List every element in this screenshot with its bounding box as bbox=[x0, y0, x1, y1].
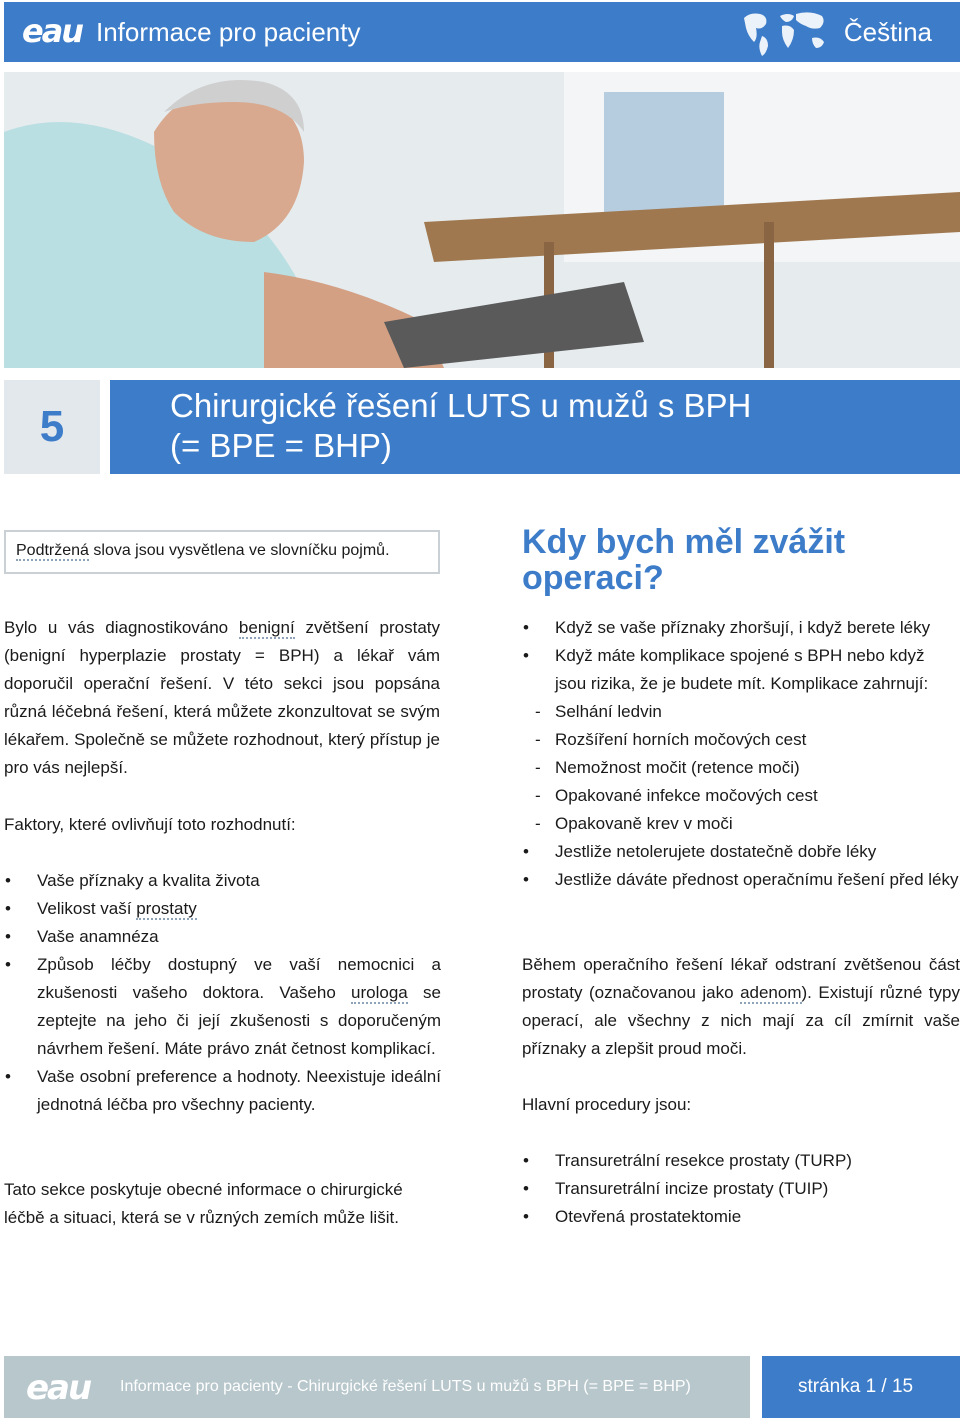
header-bar bbox=[4, 2, 960, 62]
list-item bbox=[37, 951, 441, 1063]
sub-list-item: - Rozšíření horních močových cest bbox=[521, 726, 960, 754]
glossary-term-adenom[interactable]: adenom bbox=[740, 983, 802, 1002]
list-item: • Transuretrální incize prostaty (TUIP) bbox=[555, 1175, 960, 1203]
sub-list-item: - Opakovaně krev v moči bbox=[521, 810, 960, 838]
section-title-line2: (= BPE = BHP) bbox=[170, 427, 392, 464]
right-heading: Kdy bych měl zvážit operaci? bbox=[522, 523, 846, 597]
list-item: • Transuretrální resekce prostaty (TURP) bbox=[555, 1147, 960, 1175]
reasons-list bbox=[555, 614, 960, 698]
page-number: stránka 1 / 15 bbox=[798, 1376, 914, 1397]
procedures-list bbox=[555, 1147, 960, 1231]
surgery-text-rest: ). Existují různé typy operací, ale všechny z nich mají za cíl zmírnit vaše příznaky a zlepšit proud moči. bbox=[522, 983, 960, 1058]
glossary-term-benigni[interactable]: benigní bbox=[238, 618, 295, 637]
eau-footer-logo[interactable]: eau bbox=[26, 1368, 91, 1408]
factors-list bbox=[37, 867, 441, 1119]
intro-text-rest: zvětšení prostaty (benigní hyperplazie prostaty = BPH) a lékař vám doporučil operační řešení. V této sekci jsou popsána různá léčebná řešení, která můžete zkonzultovat se svým lékařem. Společně se můžete rozhodnout, který přístup je pro vás nejlepší. bbox=[4, 618, 440, 777]
reasons-list-more bbox=[555, 838, 960, 894]
list-item bbox=[37, 895, 441, 923]
sub-list-item: - Nemožnost močit (retence moči) bbox=[521, 754, 960, 782]
list-item-text: Způsob léčby dostupný ve vaší nemocnici a zkušenosti vašeho doktora. Vašeho bbox=[37, 955, 441, 1002]
eau-logo[interactable]: eau bbox=[22, 12, 83, 50]
photo-man-with-tablet bbox=[4, 72, 960, 368]
list-item: • Vaše osobní preference a hodnoty. Neexistuje ideální jednotná léčba pro všechny pacienty. bbox=[37, 1063, 441, 1119]
list-item: • Vaše anamnéza bbox=[37, 923, 441, 951]
surgery-paragraph bbox=[522, 951, 960, 1063]
language-label[interactable]: Čeština bbox=[843, 17, 932, 47]
list-item: • Když máte komplikace spojené s BPH nebo když jsou rizika, že je budete mít. Komplikace zahrnují: bbox=[555, 642, 960, 698]
section-title-line1: Chirurgické řešení LUTS u mužů s BPH bbox=[170, 387, 752, 424]
note-text: slova jsou vysvětlena ve slovníčku pojmů. bbox=[88, 542, 390, 559]
list-item: • Když se vaše příznaky zhoršují, i když berete léky bbox=[555, 614, 960, 642]
glossary-note bbox=[4, 530, 440, 574]
glossary-term-link[interactable]: Podtržená bbox=[16, 542, 89, 559]
footer-text: Informace pro pacienty - Chirurgické řešení LUTS u mužů s BPH (= BPE = BHP) bbox=[120, 1378, 691, 1395]
intro-text: Bylo u vás diagnostikováno bbox=[4, 618, 239, 637]
footer-bar bbox=[4, 1356, 750, 1418]
factors-heading: Faktory, které ovlivňují toto rozhodnutí: bbox=[4, 815, 296, 834]
procedures-heading: Hlavní procedury jsou: bbox=[522, 1095, 692, 1114]
list-item-text: Velikost vaší bbox=[37, 899, 137, 918]
glossary-term-urologa[interactable]: urologa bbox=[351, 983, 408, 1002]
list-item: • Jestliže netolerujete dostatečně dobře léky bbox=[555, 838, 960, 866]
sub-list-item: - Selhání ledvin bbox=[521, 698, 960, 726]
list-item: • Jestliže dáváte přednost operačnímu řešení před léky bbox=[555, 866, 960, 894]
closing-paragraph: Tato sekce poskytuje obecné informace o chirurgické léčbě a situaci, která se v různých zemích může lišit. bbox=[4, 1180, 403, 1227]
list-item: • Vaše příznaky a kvalita života bbox=[37, 867, 441, 895]
sub-list-item: - Opakované infekce močových cest bbox=[521, 782, 960, 810]
surgery-text: Během operačního řešení lékař odstraní zvětšenou část prostaty (označovanou jako bbox=[522, 955, 960, 1002]
complications-list bbox=[555, 698, 960, 838]
intro-paragraph bbox=[4, 614, 440, 782]
header-photo bbox=[4, 72, 960, 368]
world-map-icon bbox=[740, 8, 830, 58]
section-number: 5 bbox=[4, 380, 100, 474]
section-title-box bbox=[110, 380, 960, 474]
header-title: Informace pro pacienty bbox=[96, 17, 361, 47]
page-indicator bbox=[762, 1356, 960, 1418]
glossary-term-prostaty[interactable]: prostaty bbox=[136, 899, 197, 918]
list-item: • Otevřená prostatektomie bbox=[555, 1203, 960, 1231]
list-item-text-rest: se zeptejte na jeho či její zkušenosti s doporučeným návrhem řešení. Máte právo znát četnost komplikací. bbox=[37, 983, 441, 1058]
